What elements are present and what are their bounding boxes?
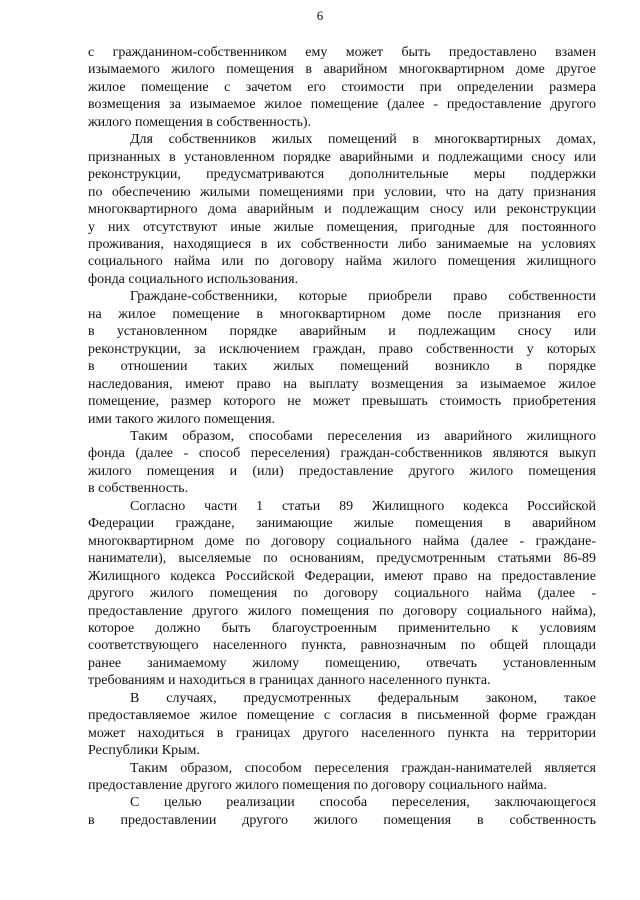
text-line: В случаях, предусмотренных федеральным законом, такое [130, 690, 596, 706]
text-line: в отношении таких жилых помещений возникло в порядке [88, 359, 596, 375]
paragraph [88, 428, 596, 498]
text-line: может находиться в границах другого населенного пункта на территории [88, 725, 596, 741]
text-line: Жилищного кодекса Российской Федерации, имеют право на предоставление [88, 568, 596, 584]
text-line: ими такого жилого помещения. [88, 411, 276, 427]
paragraph [88, 760, 596, 795]
text-line: признанных в установленном порядке аварийными и подлежащими сносу или [88, 149, 596, 165]
text-line: возмещения за изымаемое жилое помещение (далее - предоставление другого [88, 97, 596, 113]
text-line: другого жилого помещения по договору социального найма (далее - [88, 586, 596, 602]
paragraph [88, 498, 596, 690]
text-line: требованиям и находиться в границах данного населенного пункта. [88, 673, 491, 689]
text-line: у них отсутствуют иные жилые помещения, пригодные для постоянного [88, 219, 596, 235]
document-body [88, 44, 596, 829]
text-line: Таким образом, способами переселения из аварийного жилищного [130, 428, 596, 444]
text-line: Федерации граждане, занимающие жилые помещения в аварийном [88, 516, 596, 532]
text-line: с гражданином-собственником ему может быть предоставлено взамен [88, 45, 596, 60]
text-line: наследования, имеют право на выплату возмещения за изымаемое жилое [88, 376, 596, 392]
paragraph [88, 288, 596, 428]
text-line: предоставляемое жилое помещение с согласия в письменной форме граждан [88, 708, 596, 724]
text-line: Республики Крым. [88, 743, 200, 759]
text-line: на жилое помещение в многоквартирном доме после признания его [88, 306, 596, 322]
text-line: С целью реализации способа переселения, заключающегося [130, 795, 596, 811]
paragraph [88, 794, 596, 829]
text-line: в установленном порядке аварийным и подлежащим сносу или [88, 324, 596, 340]
text-line: жилое помещение с зачетом его стоимости при определении размера [88, 79, 596, 95]
text-line: социального найма или по договору найма жилого помещения жилищного [88, 254, 596, 270]
text-line: предоставление другого жилого помещения по договору социального найма. [88, 778, 547, 794]
text-line: фонда (далее - способ переселения) граждан-собственников являются выкуп [88, 446, 596, 462]
page-number: 6 [316, 8, 324, 23]
text-line: жилого помещения и (или) предоставление другого жилого помещения [88, 463, 596, 479]
text-line: наниматели), выселяемые по основаниям, предусмотренным статьями 86-89 [88, 551, 596, 567]
text-line: предоставление другого жилого помещения по договору социального найма), [88, 603, 596, 619]
text-line: соответствующего населенного пункта, равнозначным по общей площади [88, 638, 596, 654]
text-line: многоквартирного дома аварийным и подлежащим сносу или реконструкции [88, 202, 596, 218]
text-line: в предоставлении другого жилого помещения в собственность [88, 812, 596, 828]
text-line: ранее занимаемому жилому помещению, отвечать установленным [88, 655, 596, 671]
text-line: реконструкции, предусматриваются дополнительные меры поддержки [88, 167, 596, 183]
paragraph [88, 131, 596, 288]
text-line: Таким образом, способом переселения граждан-нанимателей является [130, 760, 596, 776]
text-line: по обеспечению жилыми помещениями при условии, что на дату признания [88, 184, 596, 200]
paragraph [88, 44, 596, 131]
paragraph [88, 690, 596, 760]
text-line: реконструкции, за исключением граждан, право собственности у которых [88, 341, 596, 357]
text-line: проживания, находящиеся в их собственности либо занимаемые на условиях [88, 236, 596, 252]
text-line: изымаемого жилого помещения в аварийном многоквартирном доме другое [88, 62, 596, 78]
text-line: Для собственников жилых помещений в многоквартирных домах, [130, 132, 596, 148]
text-line: фонда социального использования. [88, 271, 299, 287]
text-line: в собственность. [88, 481, 189, 497]
text-line: которое должно быть благоустроенным применительно к условиям [88, 620, 596, 636]
text-line: Согласно части 1 статьи 89 Жилищного кодекса Российской [130, 498, 596, 514]
text-line: помещение, размер которого не может превышать стоимость приобретения [88, 394, 596, 410]
text-line: жилого помещения в собственность). [88, 114, 311, 130]
text-line: многоквартирном доме по договору социального найма (далее - граждане- [88, 533, 596, 549]
text-line: Граждане-собственники, которые приобрели право собственности [130, 289, 596, 305]
